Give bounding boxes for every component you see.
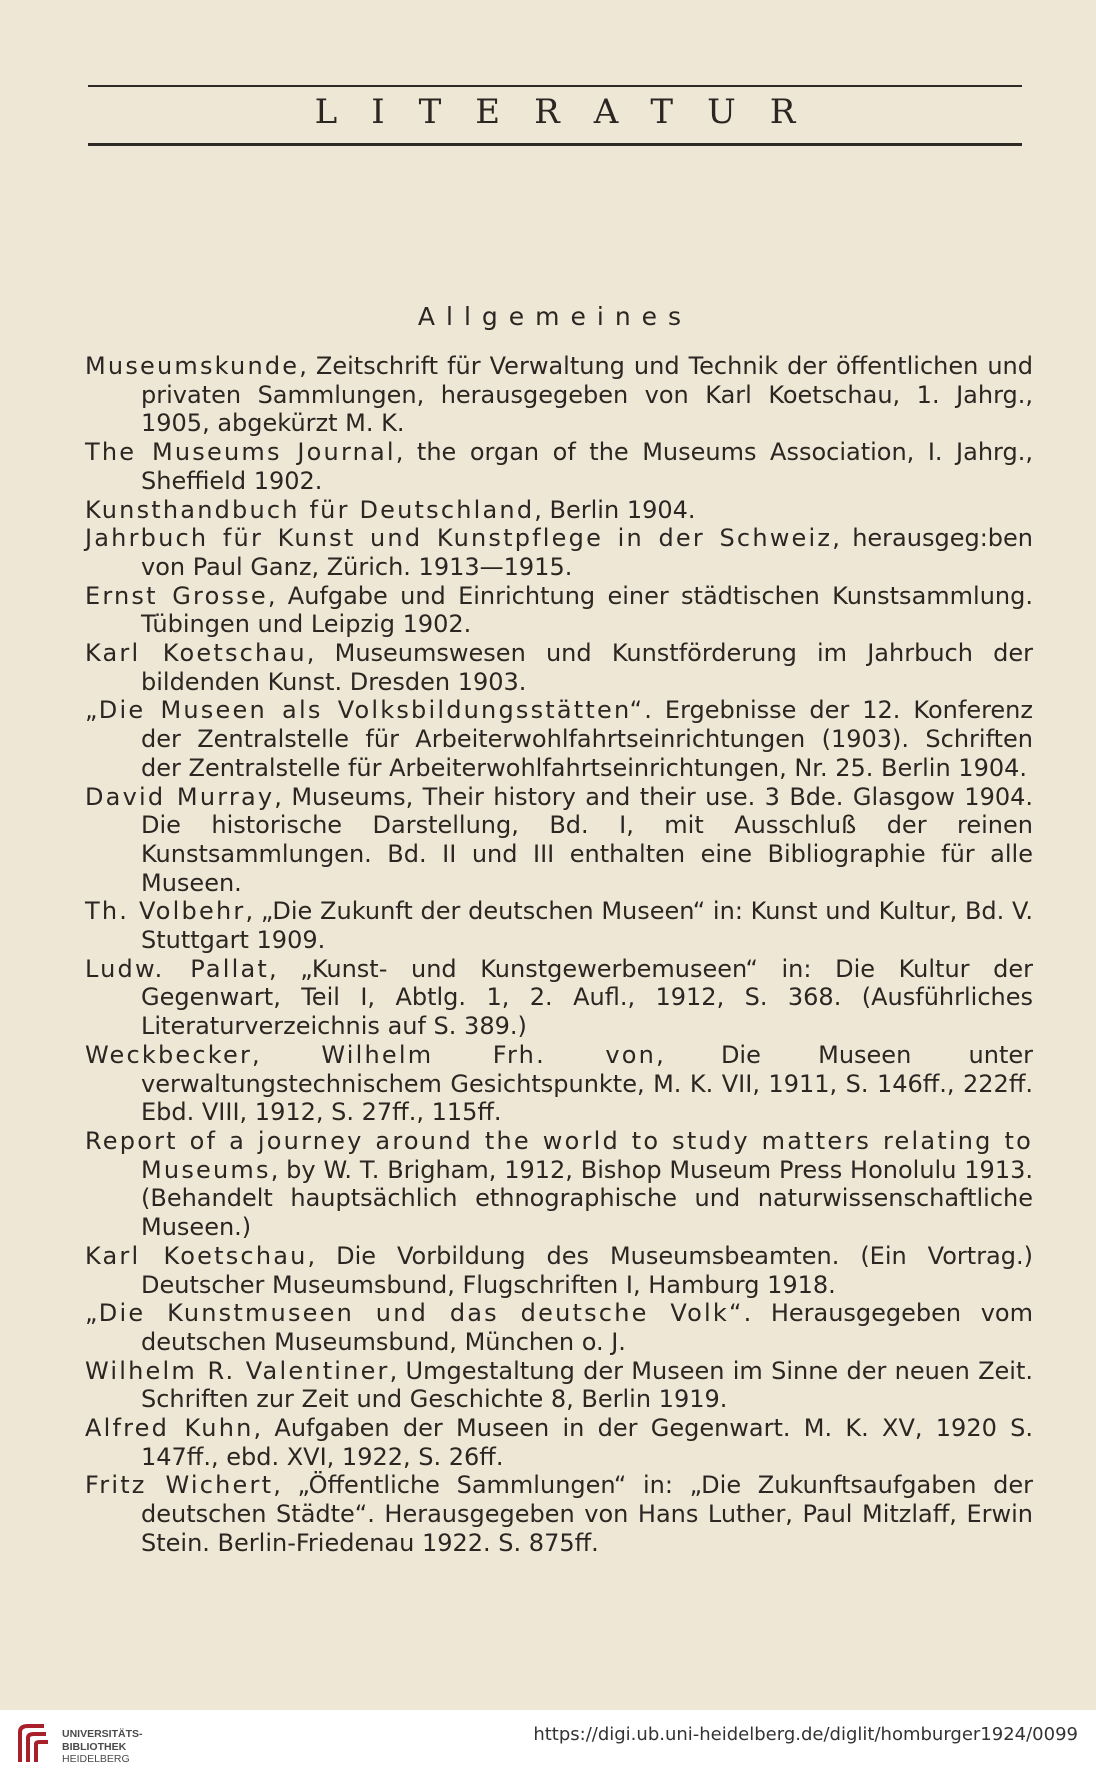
- entry-author: Karl Koetschau: [85, 639, 307, 668]
- bibliography-entry: [85, 352, 1033, 438]
- library-logo-icon[interactable]: [14, 1722, 52, 1766]
- page-title: LITERATUR: [314, 92, 830, 132]
- entry-author: „Die Museen als Volksbildungsstätten“: [85, 696, 645, 725]
- bibliography-entry: [85, 955, 1033, 1041]
- entry-details: , Museums, Their history and their use. 3 Bde. Glasgow 1904. Die historische Darstellung, Bd. I, mit Ausschluß der reinen Kunstsammlungen. Bd. II und III enthalten eine Bibliographie für alle Museen.: [141, 782, 1034, 897]
- entry-details: , Museumswesen und Kunstförderung im Jahrbuch der bildenden Kunst. Dresden 1903.: [141, 639, 1034, 696]
- entry-author: Th. Volbehr: [85, 897, 246, 926]
- entry-details: , Umgestaltung der Museen im Sinne der neuen Zeit. Schriften zur Zeit und Geschichte 8, Berlin 1919.: [141, 1356, 1033, 1414]
- bibliography-entry: [85, 1357, 1033, 1414]
- bibliography-entry: [85, 1127, 1033, 1242]
- title-underline-rule: [88, 143, 1022, 146]
- library-logo-text: [62, 1728, 143, 1766]
- entry-details: , Die Museen unter verwaltungstechnischem Gesichtspunkte, M. K. VII, 1911, S. 146ff., 222ff. Ebd. VIII, 1912, S. 27ff., 115ff.: [141, 1040, 1033, 1127]
- bibliography-entry: [85, 1299, 1033, 1356]
- entry-author: „Die Kunstmuseen und das deutsche Volk“: [85, 1299, 744, 1328]
- section-heading: Allgemeines: [417, 302, 693, 331]
- bibliography-list: [85, 352, 1033, 1558]
- logo-line-3: HEIDELBERG: [62, 1753, 130, 1765]
- entry-details: , herausgeg:ben von Paul Ganz, Zürich. 1913—1915.: [141, 524, 1033, 581]
- entry-author: Kunsthandbuch für Deutschland: [85, 495, 535, 524]
- bibliography-entry: [85, 897, 1033, 954]
- bibliography-entry: [85, 639, 1033, 696]
- bibliography-entry: [85, 438, 1033, 495]
- entry-details: , the organ of the Museums Association, I. Jahrg., Sheffield 1902.: [141, 438, 1033, 495]
- logo-line-1: UNIVERSITÄTS-: [62, 1728, 143, 1740]
- entry-author: Wilhelm R. Valentiner: [85, 1356, 390, 1385]
- entry-author: Fritz Wichert: [85, 1471, 274, 1500]
- logo-line-2: BIBLIOTHEK: [62, 1740, 127, 1753]
- entry-author: The Museums Journal: [85, 438, 396, 467]
- bibliography-entry: [85, 524, 1033, 581]
- entry-details: . Ergebnisse der 12. Konferenz der Zentralstelle für Arbeiterwohlfahrtseinrichtungen (1903). Schriften der Zentralstelle für Arbeiterwohlfahrtseinrichtungen, Nr. 25. Berlin 1904.: [141, 696, 1033, 782]
- entry-details: , „Kunst- und Kunstgewerbemuseen“ in: Die Kultur der Gegenwart, Teil I, Abtlg. 1, 2. Aufl., 1912, S. 368. (Ausführliches Literaturverzeichnis auf S. 389.): [141, 954, 1033, 1041]
- entry-author: Report of a journey around the world to study matters relating to Museums: [85, 1126, 1033, 1184]
- bibliography-entry: [85, 1414, 1033, 1471]
- entry-details: . Herausgegeben vom deutschen Museumsbund, München o. J.: [141, 1299, 1033, 1356]
- entry-details: , Aufgaben der Museen in der Gegenwart. M. K. XV, 1920 S. 147ff., ebd. XVI, 1922, S. 26ff.: [141, 1414, 1033, 1471]
- entry-details: , „Öffentliche Sammlungen“ in: „Die Zukunftsaufgaben der deutschen Städte“. Herausgegeben von Hans Luther, Paul Mitzlaff, Erwin Stein. Berlin-Friedenau 1922. S. 875ff.: [141, 1471, 1033, 1557]
- top-rule: [88, 85, 1022, 87]
- entry-author: David Murray: [85, 782, 275, 811]
- bibliography-entry: [85, 582, 1033, 639]
- bibliography-entry: [85, 783, 1033, 898]
- bibliography-entry: [85, 1242, 1033, 1299]
- bibliography-entry: [85, 1471, 1033, 1557]
- entry-details: , Die Vorbildung des Museumsbeamten. (Ein Vortrag.) Deutscher Museumsbund, Flugschriften I, Hamburg 1918.: [141, 1241, 1033, 1299]
- bibliography-entry: [85, 1041, 1033, 1127]
- entry-details: , by W. T. Brigham, 1912, Bishop Museum Press Honolulu 1913. (Behandelt hauptsächlich ethnographische und naturwissenschaftliche Museen.): [141, 1155, 1033, 1242]
- entry-author: Ludw. Pallat: [85, 954, 270, 983]
- permalink-url[interactable]: https://digi.ub.uni-heidelberg.de/diglit/homburger1924/0099: [533, 1724, 1078, 1745]
- footer-bar: [0, 1710, 1096, 1790]
- entry-author: Alfred Kuhn: [85, 1414, 254, 1443]
- bibliography-entry: [85, 696, 1033, 782]
- entry-author: Weckbecker, Wilhelm Frh. von: [85, 1040, 657, 1069]
- entry-author: Ernst Grosse: [85, 581, 268, 610]
- entry-details: , Aufgabe und Einrichtung einer städtischen Kunstsammlung. Tübingen und Leipzig 1902.: [141, 581, 1033, 639]
- entry-details: , Berlin 1904.: [534, 495, 696, 524]
- entry-author: Museumskunde: [85, 352, 300, 380]
- entry-details: , Zeitschrift für Verwaltung und Technik der öffentlichen und privaten Sammlungen, herausgegeben von Karl Koetschau, 1. Jahrg., 1905, abgekürzt M. K.: [141, 352, 1033, 438]
- entry-author: Jahrbuch für Kunst und Kunstpflege in der Schweiz: [85, 524, 833, 553]
- entry-details: , „Die Zukunft der deutschen Museen“ in: Kunst und Kultur, Bd. V. Stuttgart 1909.: [141, 897, 1033, 955]
- bibliography-entry: [85, 496, 1033, 525]
- entry-author: Karl Koetschau: [85, 1241, 308, 1270]
